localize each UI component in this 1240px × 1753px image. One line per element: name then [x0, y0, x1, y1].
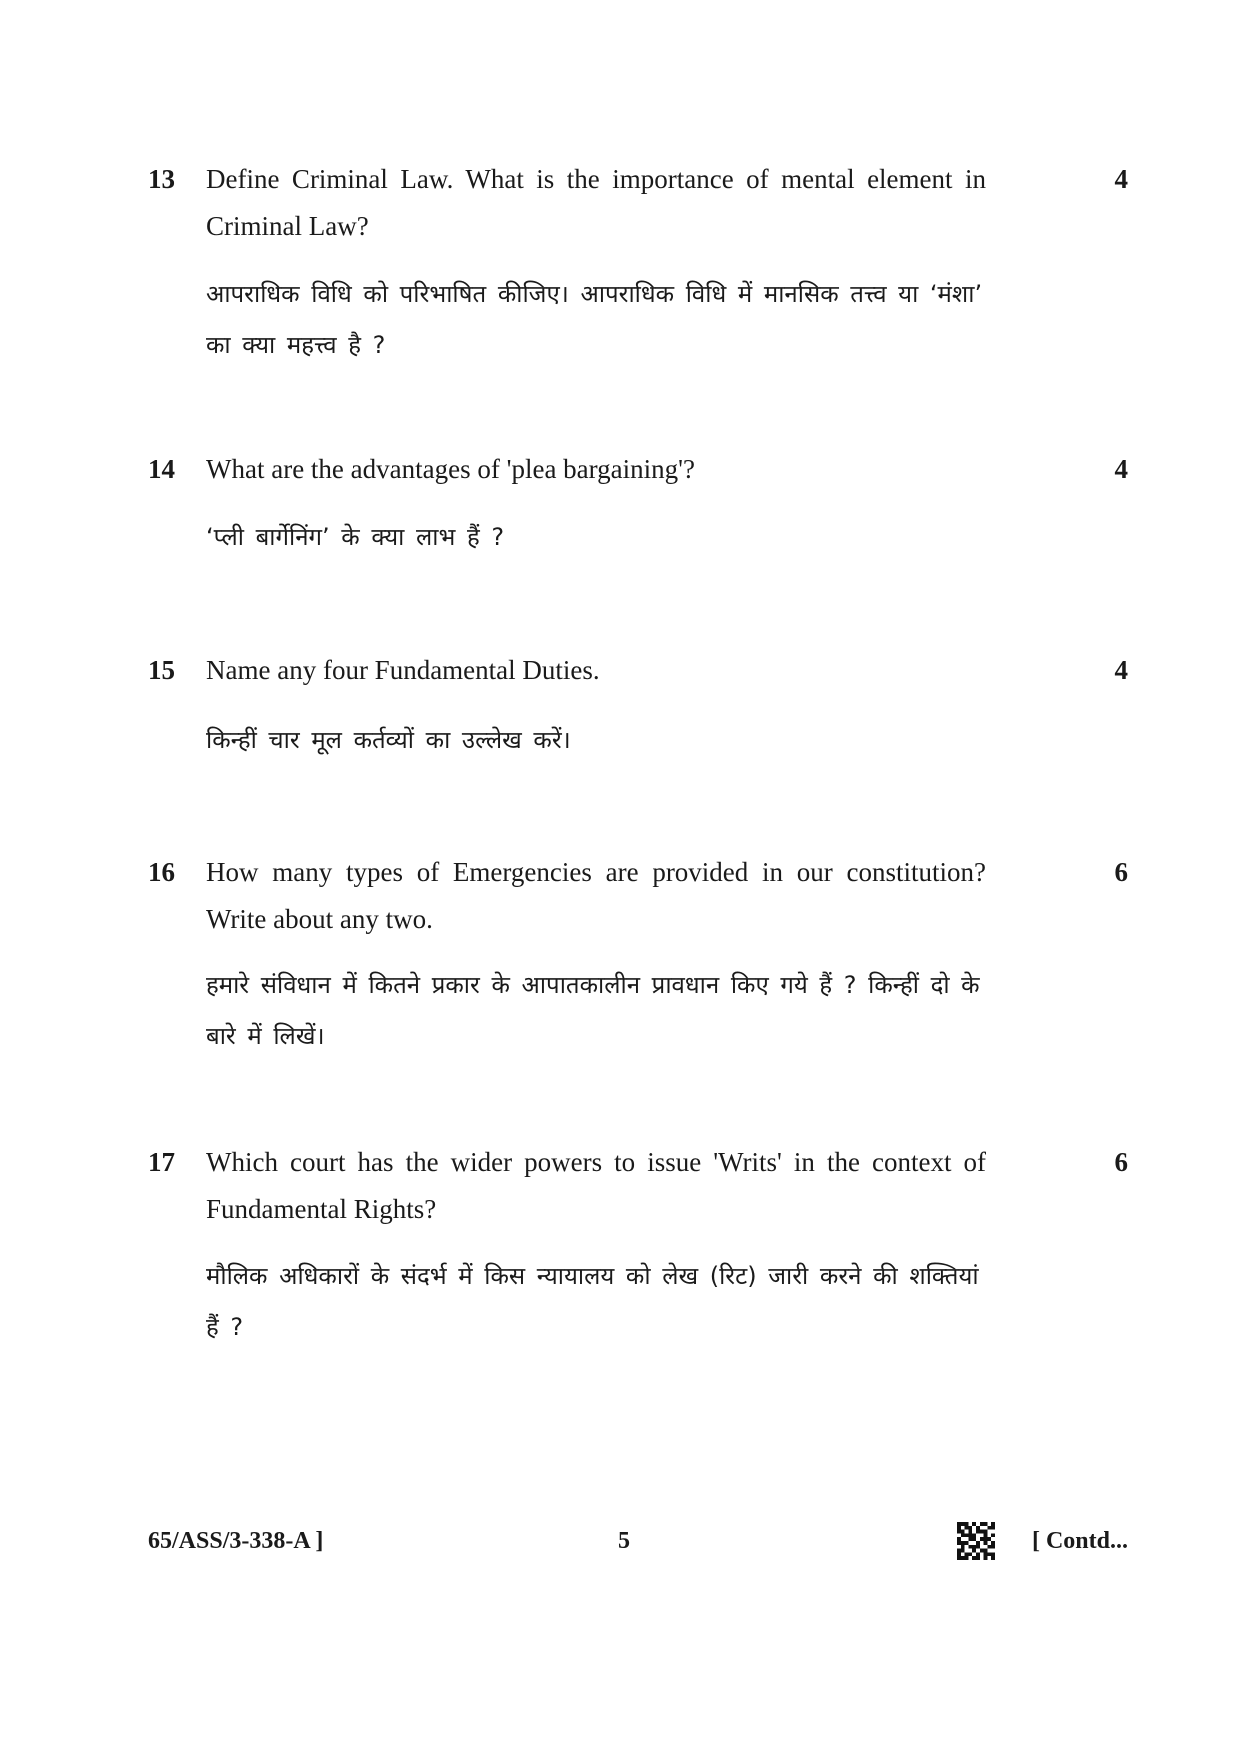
question-text-english: Define Criminal Law. What is the importance of mental element in Criminal Law? — [206, 164, 986, 241]
page-footer — [148, 1522, 1128, 1572]
question-marks: 4 — [1114, 164, 1128, 194]
question-number: 13 — [148, 164, 175, 194]
question-text-hindi: आपराधिक विधि को परिभाषित कीजिए। आपराधिक विधि में मानसिक तत्त्व या ‘मंशा’ का क्या महत्त्व है ? — [206, 280, 983, 359]
question-number: 17 — [148, 1147, 175, 1177]
question-text-hindi: मौलिक अधिकारों के संदर्भ में किस न्यायालय को लेख (रिट) जारी करने की शक्तियां हैं ? — [206, 1262, 979, 1341]
question-text-english: What are the advantages of 'plea bargaining'? — [206, 454, 696, 484]
qr-code-icon — [957, 1522, 995, 1560]
paper-code: 65/ASS/3-338-A ] — [148, 1528, 324, 1554]
question-text-english: Which court has the wider powers to issue 'Writs' in the context of Fundamental Rights? — [206, 1147, 986, 1224]
question-text-hindi: ‘प्ली बार्गेनिंग’ के क्या लाभ हैं ? — [206, 523, 505, 551]
page-number: 5 — [618, 1528, 630, 1554]
question-number: 16 — [148, 857, 175, 887]
question-marks: 6 — [1114, 1147, 1128, 1177]
question-text-english: How many types of Emergencies are provided in our constitution? Write about any two. — [206, 857, 986, 934]
question-number: 15 — [148, 655, 175, 685]
question-text-hindi: किन्हीं चार मूल कर्तव्यों का उल्लेख करें। — [206, 726, 571, 754]
continued-label: [ Contd... — [1031, 1528, 1128, 1554]
question-number: 14 — [148, 454, 175, 484]
question-marks: 4 — [1114, 454, 1128, 484]
question-marks: 4 — [1114, 655, 1128, 685]
question-text-english: Name any four Fundamental Duties. — [206, 655, 600, 685]
question-text-hindi: हमारे संविधान में कितने प्रकार के आपातकालीन प्रावधान किए गये हैं ? किन्हीं दो के बारे में लिखें। — [206, 971, 980, 1050]
question-marks: 6 — [1114, 857, 1128, 887]
